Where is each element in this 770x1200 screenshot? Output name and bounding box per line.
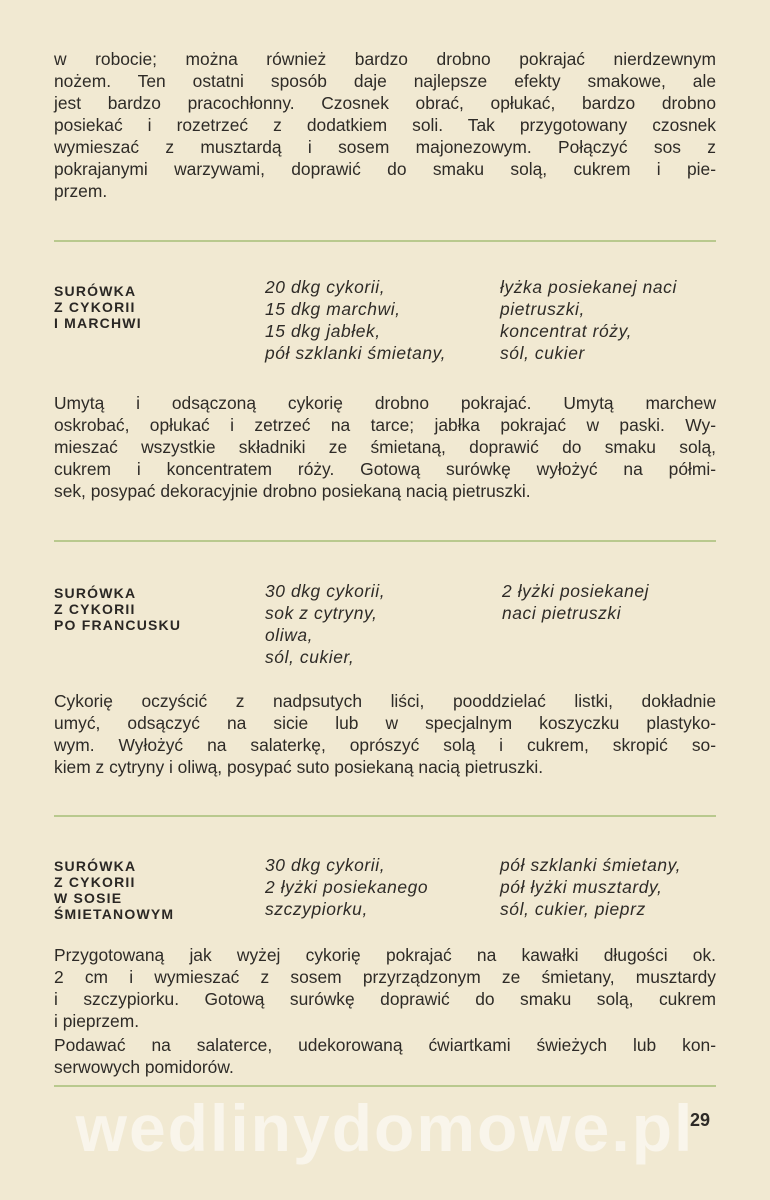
- ingredient: 15 dkg jabłek,: [265, 321, 381, 341]
- text-line: w robocie; można również bardzo drobno pokrajać nierdzewnym: [54, 49, 716, 69]
- ingredient: 30 dkg cykorii,: [265, 855, 386, 875]
- text-line: sek, posypać dekoracyjnie drobno posiekaną nacią pietruszki.: [54, 481, 531, 501]
- text-line: pokrajanymi warzywami, doprawić do smaku solą, cukrem i pie-: [54, 159, 716, 179]
- intro-paragraph: [54, 48, 716, 202]
- section-divider: [54, 815, 716, 817]
- ingredient: sól, cukier, pieprz: [500, 899, 646, 919]
- text-line: oskrobać, opłukać i zetrzeć na tarce; jabłka pokrajać w paski. Wy-: [54, 415, 716, 435]
- title-line: SURÓWKA: [54, 585, 137, 601]
- ingredient: oliwa,: [265, 625, 314, 645]
- title-line: ŚMIETANOWYM: [54, 906, 175, 922]
- text-line: kiem z cytryny i oliwą, posypać suto posiekaną nacią pietruszki.: [54, 757, 544, 777]
- ingredient: naci pietruszki: [502, 603, 622, 623]
- text-line: przem.: [54, 181, 108, 201]
- section-divider: [54, 1085, 716, 1087]
- section-divider: [54, 540, 716, 542]
- serving-note: [54, 1034, 716, 1078]
- ingredient: sok z cytryny,: [265, 603, 378, 623]
- ingredient: pół łyżki musztardy,: [500, 877, 663, 897]
- text-line: Podawać na salaterce, udekorowaną ćwiartkami świeżych lub kon-: [54, 1035, 716, 1055]
- title-line: Z CYKORII: [54, 601, 136, 617]
- ingredient: sól, cukier,: [265, 647, 355, 667]
- title-line: PO FRANCUSKU: [54, 617, 182, 633]
- recipe-instructions: [54, 392, 716, 502]
- ingredients-left: [265, 854, 428, 920]
- text-line: nożem. Ten ostatni sposób daje najlepsze efekty smakowe, ale: [54, 71, 716, 91]
- text-line: i szczypiorku. Gotową surówkę doprawić do smaku solą, cukrem: [54, 989, 716, 1009]
- section-divider: [54, 240, 716, 242]
- ingredients-left: [265, 276, 446, 364]
- title-line: Z CYKORII: [54, 299, 136, 315]
- ingredient: 2 łyżki posiekanej: [502, 581, 650, 601]
- ingredient: koncentrat róży,: [500, 321, 633, 341]
- recipe-title: [54, 858, 244, 922]
- text-line: 2 cm i wymieszać z sosem przyrządzonym ze śmietany, musztardy: [54, 967, 716, 987]
- title-line: W SOSIE: [54, 890, 123, 906]
- ingredient: pół szklanki śmietany,: [265, 343, 447, 363]
- recipe-instructions: [54, 690, 716, 778]
- recipe-title: [54, 585, 244, 633]
- page-number: 29: [690, 1110, 711, 1130]
- title-line: SURÓWKA: [54, 858, 137, 874]
- ingredient: szczypiorku,: [265, 899, 368, 919]
- title-line: I MARCHWI: [54, 315, 142, 331]
- text-line: Cykorię oczyścić z nadpsutych liści, pooddzielać listki, dokładnie: [54, 691, 716, 711]
- ingredient: 2 łyżki posiekanego: [265, 877, 429, 897]
- title-line: SURÓWKA: [54, 283, 137, 299]
- ingredient: pietruszki,: [500, 299, 585, 319]
- text-line: posiekać i rozetrzeć z dodatkiem soli. Tak przygotowany czosnek: [54, 115, 716, 135]
- text-line: Umytą i odsączoną cykorię drobno pokrajać. Umytą marchew: [54, 393, 716, 413]
- ingredient: 15 dkg marchwi,: [265, 299, 401, 319]
- ingredient: pół szklanki śmietany,: [500, 855, 682, 875]
- text-line: wym. Wyłożyć na salaterkę, oprószyć solą i cukrem, skropić so-: [54, 735, 716, 755]
- ingredients-right: [502, 580, 649, 624]
- text-line: umyć, odsączyć na sicie lub w specjalnym koszyczku plastyko-: [54, 713, 716, 733]
- text-line: i pieprzem.: [54, 1011, 140, 1031]
- ingredients-right: [500, 854, 681, 920]
- ingredients-left: [265, 580, 385, 668]
- ingredient: 20 dkg cykorii,: [265, 277, 386, 297]
- text-line: serwowych pomidorów.: [54, 1057, 234, 1077]
- recipe-title: [54, 283, 244, 331]
- text-line: Przygotowaną jak wyżej cykorię pokrajać na kawałki długości ok.: [54, 945, 716, 965]
- text-line: jest bardzo pracochłonny. Czosnek obrać, opłukać, bardzo drobno: [54, 93, 716, 113]
- recipe-instructions: [54, 944, 716, 1032]
- ingredient: sól, cukier: [500, 343, 585, 363]
- ingredient: łyżka posiekanej naci: [500, 277, 677, 297]
- text-line: wymieszać z musztardą i sosem majonezowym. Połączyć sos z: [54, 137, 716, 157]
- ingredients-right: [500, 276, 677, 364]
- ingredient: 30 dkg cykorii,: [265, 581, 386, 601]
- watermark: wedlinydomowe.pl: [75, 1091, 695, 1165]
- title-line: Z CYKORII: [54, 874, 136, 890]
- text-line: cukrem i koncentratem róży. Gotową surówkę wyłożyć na półmi-: [54, 459, 716, 479]
- text-line: mieszać wszystkie składniki ze śmietaną, doprawić do smaku solą,: [54, 437, 716, 457]
